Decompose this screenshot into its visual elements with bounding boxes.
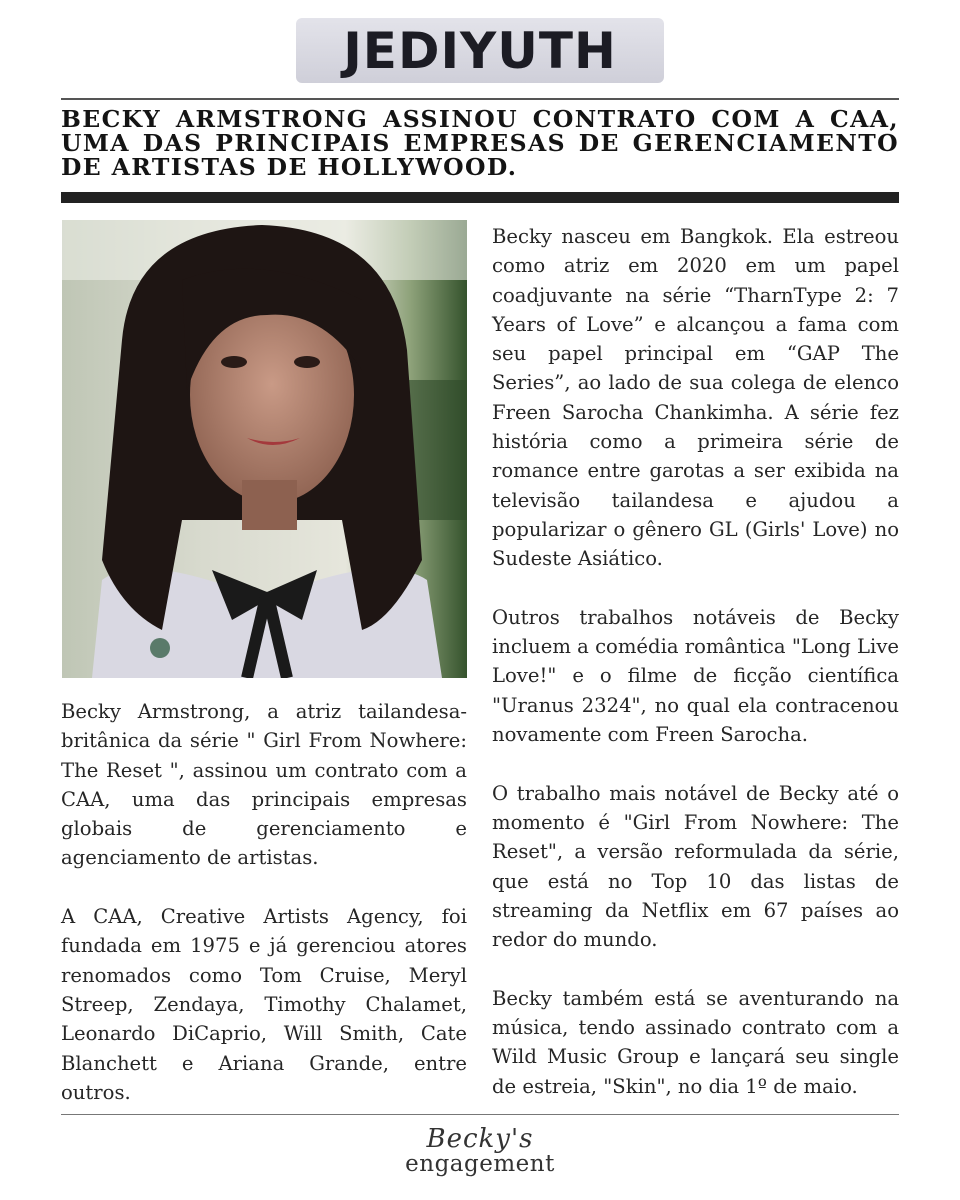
article-photo <box>62 220 467 678</box>
paragraph: Outros trabalhos notáveis de Becky incluem a comédia romântica "Long Live Love!" e o filme de ficção científica "Uranus 2324", no qual ela contracenou novamente com Freen Sarocha. <box>492 605 899 747</box>
right-column-text <box>492 222 899 1101</box>
headline-bottom-rule <box>61 192 899 203</box>
paragraph: O trabalho mais notável de Becky até o momento é "Girl From Nowhere: The Reset", a versão reformulada da série, que está no Top 10 das listas de streaming da Netflix em 67 países ao redor do mundo. <box>492 781 899 952</box>
article-headline: BECKY ARMSTRONG ASSINOU CONTRATO COM A CAA, UMA DAS PRINCIPAIS EMPRESAS DE GERENCIAMENTO DE ARTISTAS DE HOLLYWOOD. <box>61 105 899 181</box>
footer-rule <box>61 1114 899 1115</box>
headline-top-rule <box>61 98 899 100</box>
logo-line-1: Becky's <box>426 1124 534 1154</box>
paragraph: A CAA, Creative Artists Agency, foi fundada em 1975 e já gerenciou atores renomados como Tom Cruise, Meryl Streep, Zendaya, Timothy Chalamet, Leonardo DiCaprio, Will Smith, Cate Blanchett e Ariana Grande, entre outros. <box>61 905 467 1104</box>
paragraph: Becky também está se aventurando na música, tendo assinado contrato com a Wild Music Group e lançará seu single de estreia, "Skin", no dia 1º de maio. <box>492 986 899 1098</box>
paragraph: Becky nasceu em Bangkok. Ela estreou como atriz em 2020 em um papel coadjuvante na série “TharnType 2: 7 Years of Love” e alcançou a fama com seu papel principal em “GAP The Series”, ao lado de sua colega de elenco Freen Sarocha Chankimha. A série fez história como a primeira série de romance entre garotas a ser exibida na televisão tailandesa e ajudou a popularizar o gênero GL (Girls' Love) no Sudeste Asiático. <box>492 225 899 571</box>
masthead-banner <box>296 18 664 83</box>
paragraph: Becky Armstrong, a atriz tailandesa-britânica da série " Girl From Nowhere: The Reset ", assinou um contrato com a CAA, uma das principais empresas globais de gerenciamento e agenciamento de artistas. <box>61 700 467 870</box>
footer-logo <box>400 1126 560 1190</box>
left-column-text <box>61 697 467 1107</box>
masthead-title: JEDIYUTH <box>343 21 617 80</box>
logo-line-2: engagement <box>405 1151 555 1177</box>
